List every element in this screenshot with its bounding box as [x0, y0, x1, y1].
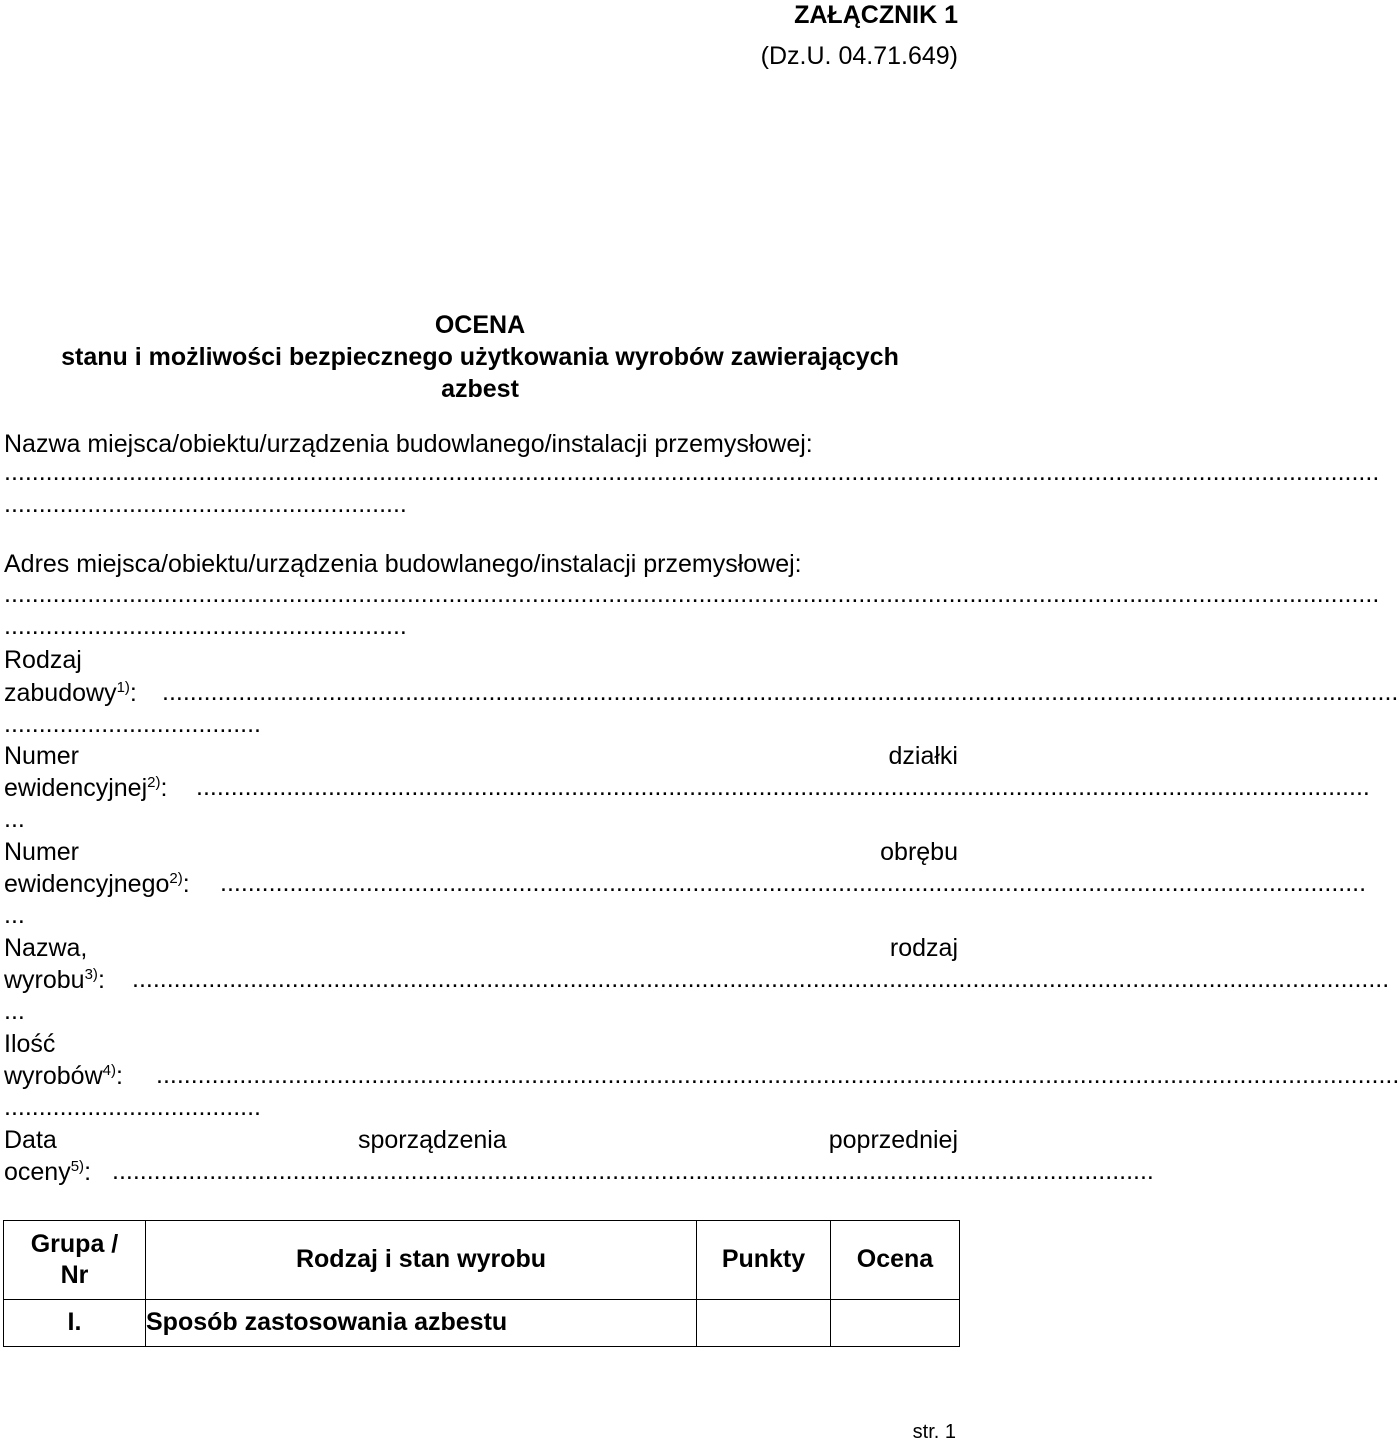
precinct-number-label-word2: obrębu [880, 838, 958, 866]
header-points: Punkty [697, 1221, 831, 1300]
doc-title: OCENA [434, 311, 526, 339]
quantity-label-word1: Ilość [4, 1030, 56, 1058]
precinct-number-line-1[interactable]: ..................................................................................................................................................................... [220, 869, 1367, 897]
precinct-number-label: ewidencyjnego$^{2)}$: [4, 870, 190, 898]
row-group-number: I. [4, 1300, 146, 1347]
address-line-2[interactable]: .......................................................... [4, 612, 407, 640]
header-group-number: Grupa / Nr [4, 1221, 146, 1300]
prev-date-label-word3: poprzedniej [828, 1126, 958, 1154]
row-product-type: Sposób zastosowania azbestu [146, 1300, 697, 1347]
row-points-cell[interactable] [697, 1300, 831, 1347]
address-line-1[interactable]: ...................................................................................................................................................................................................... [4, 580, 1380, 608]
quantity-label: wyrobów$^{4)}$: [4, 1062, 123, 1090]
product-label: wyrobu$^{3)}$: [4, 966, 105, 994]
building-type-line-2[interactable]: ..................................... [4, 710, 261, 738]
building-type-label-word1: Rodzaj [4, 646, 82, 674]
doc-subtitle-line2: azbest [441, 375, 519, 403]
name-line-2[interactable]: .......................................................... [4, 490, 407, 518]
assessment-table [3, 1220, 960, 1347]
header-assessment: Ocena [831, 1221, 960, 1300]
prev-date-label-word2: sporządzenia [358, 1126, 507, 1154]
doc-subtitle-line1: stanu i możliwości bezpiecznego użytkowania wyrobów zawierających [61, 343, 899, 371]
product-line-2[interactable]: ... [4, 997, 25, 1025]
quantity-line-1[interactable]: ................................................................................................................................................................................... [156, 1061, 1399, 1089]
plot-number-label-word2: działki [888, 742, 958, 770]
name-label: Nazwa miejsca/obiektu/urządzenia budowlanego/instalacji przemysłowej: [4, 430, 813, 458]
address-label: Adres miejsca/obiektu/urządzenia budowlanego/instalacji przemysłowej: [4, 550, 802, 578]
row-assessment-cell[interactable] [831, 1300, 960, 1347]
header-product-type: Rodzaj i stan wyrobu [146, 1221, 697, 1300]
plot-number-line-2[interactable]: ... [4, 805, 25, 833]
building-type-line-1[interactable]: .................................................................................................................................................................................. [162, 678, 1399, 706]
precinct-number-label-word1: Numer [4, 838, 80, 866]
page-number: str. 1 [912, 1421, 956, 1443]
product-line-1[interactable]: ..................................................................................................................................................................................... [132, 965, 1390, 993]
precinct-number-line-2[interactable]: ... [4, 901, 25, 929]
name-line-1[interactable]: ...................................................................................................................................................................................................... [4, 458, 1380, 486]
table-header-row [4, 1221, 960, 1300]
legal-reference: (Dz.U. 04.71.649) [760, 42, 958, 70]
prev-date-label-word1: Data [4, 1126, 57, 1154]
building-type-label: zabudowy$^{1)}$: [4, 679, 137, 707]
quantity-line-2[interactable]: ..................................... [4, 1093, 261, 1121]
prev-date-line[interactable]: ...................................................................................................................................................... [112, 1157, 1154, 1185]
product-label-word1: Nazwa, [4, 934, 88, 962]
plot-number-line-1[interactable]: ......................................................................................................................................................................... [196, 773, 1370, 801]
plot-number-label-word1: Numer [4, 742, 80, 770]
annex-title: ZAŁĄCZNIK 1 [794, 1, 958, 29]
prev-date-label: oceny$^{5)}$: [4, 1158, 92, 1186]
product-label-word2: rodzaj [889, 934, 958, 962]
table-row [4, 1300, 960, 1347]
plot-number-label: ewidencyjnej$^{2)}$: [4, 774, 168, 802]
